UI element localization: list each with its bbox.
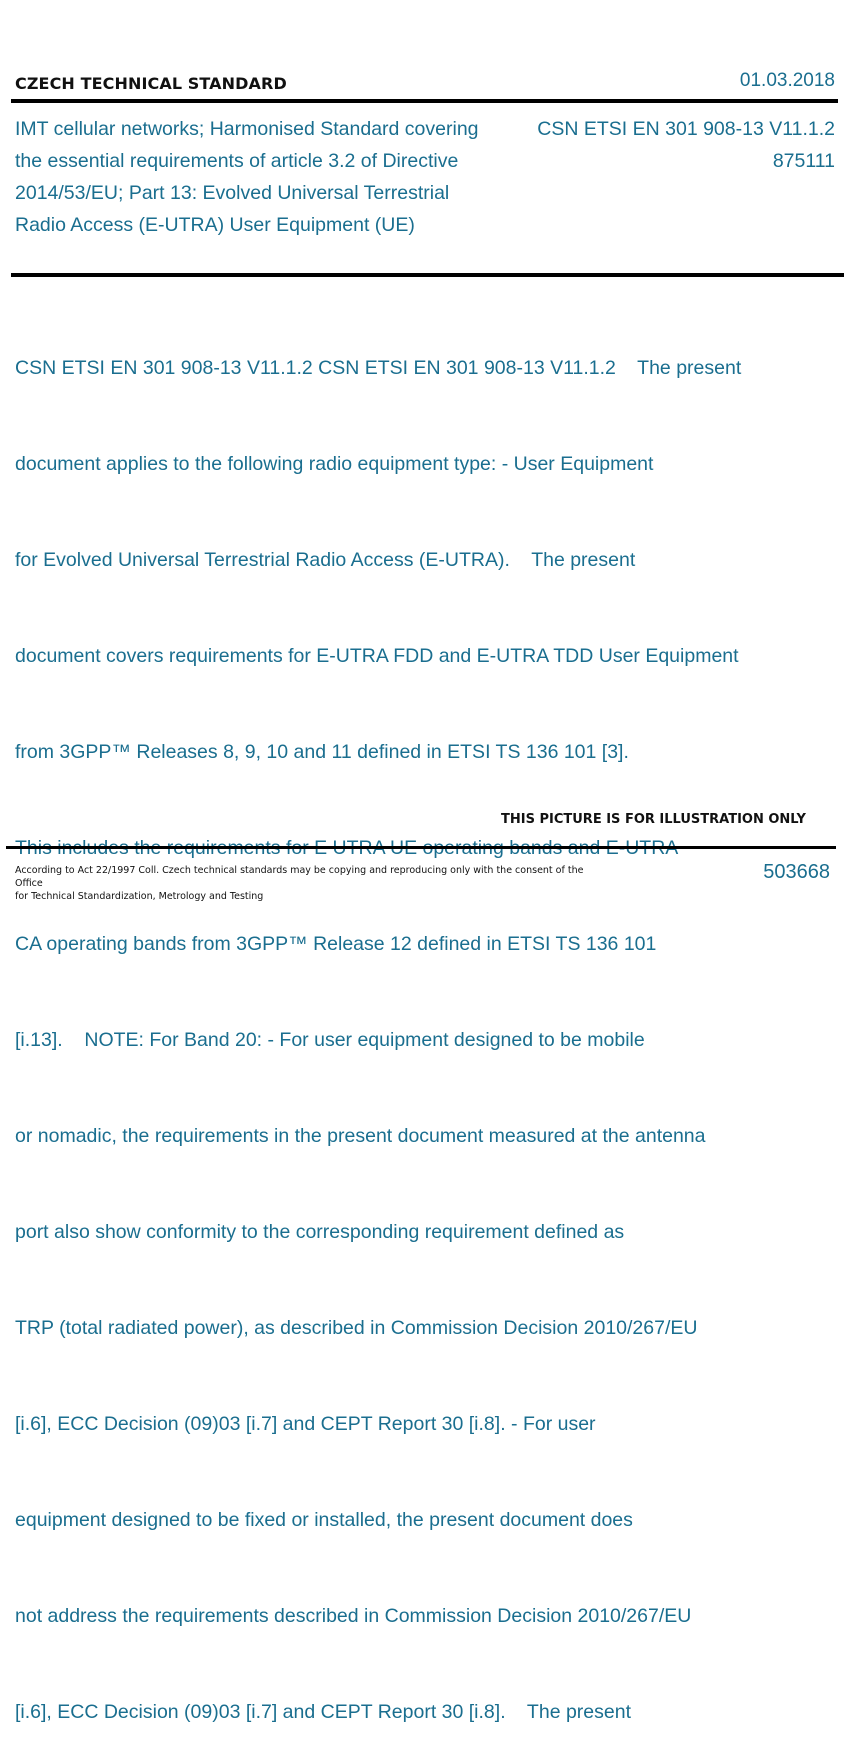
standard-title-line: IMT cellular networks; Harmonised Standard covering: [15, 118, 479, 140]
catalog-number: 875111: [772, 150, 835, 172]
document-type-title: CZECH TECHNICAL STANDARD: [15, 74, 287, 93]
standard-identifier: [537, 113, 835, 177]
abstract-line: [i.6], ECC Decision (09)03 [i.7] and CEPT Report 30 [i.8]. - For user: [15, 1413, 596, 1435]
illustration-notice: THIS PICTURE IS FOR ILLUSTRATION ONLY: [501, 812, 806, 827]
abstract-text: [15, 288, 830, 1760]
title-divider: [11, 273, 844, 277]
abstract-line: [i.6], ECC Decision (09)03 [i.7] and CEPT Report 30 [i.8]. The present: [15, 1701, 631, 1723]
abstract-line: [i.13]. NOTE: For Band 20: - For user equipment designed to be mobile: [15, 1029, 645, 1051]
abstract-line: equipment designed to be fixed or installed, the present document does: [15, 1509, 633, 1531]
publication-date: 01.03.2018: [739, 70, 835, 91]
abstract-line: CSN ETSI EN 301 908-13 V11.1.2 CSN ETSI EN 301 908-13 V11.1.2 The present: [15, 357, 742, 379]
document-number: 503668: [763, 861, 830, 883]
standard-title-line: Radio Access (E-UTRA) User Equipment (UE): [15, 214, 415, 236]
abstract-line: from 3GPP™ Releases 8, 9, 10 and 11 defined in ETSI TS 136 101 [3].: [15, 741, 629, 763]
copyright-notice: [15, 864, 585, 903]
standard-title: [15, 113, 515, 241]
abstract-line: document applies to the following radio equipment type: - User Equipment: [15, 453, 654, 475]
footer-divider: [6, 846, 836, 849]
standard-title-line: the essential requirements of article 3.2 of Directive: [15, 150, 459, 172]
standard-title-line: 2014/53/EU; Part 13: Evolved Universal Terrestrial: [15, 182, 450, 204]
copyright-line: According to Act 22/1997 Coll. Czech technical standards may be copying and reproducing only with the consent of the Office: [15, 865, 584, 889]
abstract-line: or nomadic, the requirements in the present document measured at the antenna: [15, 1125, 706, 1147]
abstract-line: not address the requirements described in Commission Decision 2010/267/EU: [15, 1605, 692, 1627]
abstract-line: CA operating bands from 3GPP™ Release 12 defined in ETSI TS 136 101: [15, 933, 657, 955]
standard-number: CSN ETSI EN 301 908-13 V11.1.2: [537, 118, 835, 140]
abstract-line: TRP (total radiated power), as described in Commission Decision 2010/267/EU: [15, 1317, 698, 1339]
header-divider: [11, 99, 838, 103]
copyright-line: for Technical Standardization, Metrology and Testing: [15, 891, 264, 902]
abstract-line: document covers requirements for E-UTRA FDD and E-UTRA TDD User Equipment: [15, 645, 739, 667]
abstract-line: port also show conformity to the corresponding requirement defined as: [15, 1221, 625, 1243]
abstract-line: for Evolved Universal Terrestrial Radio Access (E-UTRA). The present: [15, 549, 636, 571]
